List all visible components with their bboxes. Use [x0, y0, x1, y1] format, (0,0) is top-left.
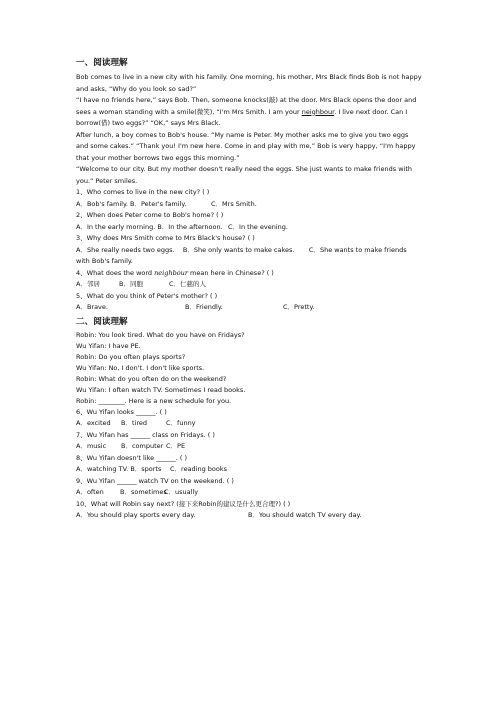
- option: B．同胞: [119, 280, 143, 288]
- question-1: 1、Who comes to live in the new city? ( ): [76, 188, 210, 196]
- passage-paragraph-2: “I have no friends here,” says Bob. Then, someone knocks(敲) at the door. Mrs Black opens the door and sees a woman standing with a smile(微笑), “I'm Mrs Smith. I am your neighbour. I live next door. Can I borrow(借) two eggs?” “OK,” says Mrs Black.: [76, 96, 417, 127]
- question-9: 9、Wu Yifan ______ watch TV on the weekend. ( ): [76, 476, 234, 485]
- question-6-options: [76, 418, 422, 430]
- option: C．funny: [166, 419, 196, 427]
- question-10: 10、What will Robin say next? (接下来Robin的建议是什么更合理?) ( ): [76, 499, 291, 508]
- option: A．watching TV. B．sports: [76, 465, 162, 473]
- question-7: 7、Wu Yifan has ______ class on Fridays. ( ): [76, 430, 215, 439]
- question-5-options: [76, 302, 422, 314]
- question-2: 2、When does Peter come to Bob's home? ( ): [76, 211, 224, 219]
- option: B．computer: [121, 442, 164, 450]
- option: A．music: [76, 442, 107, 450]
- question-9-options: [76, 487, 422, 499]
- question-1-options: [76, 199, 422, 211]
- section-2-title: 二、阅读理解: [76, 316, 128, 327]
- dialogue-line: Robin: You look tired. What do you have on Fridays?: [76, 330, 245, 339]
- dialogue-line: Wu Yifan: I often watch TV. Sometimes I read books.: [76, 385, 246, 394]
- question-8: 8、Wu Yifan doesn't like ______. ( ): [76, 453, 188, 462]
- question-7-options: [76, 441, 422, 453]
- dialogue-line: Robin: What do you often do on the weekend?: [76, 374, 227, 383]
- dialogue-line: Wu Yifan: I have PE.: [76, 341, 141, 350]
- option: B．tired: [121, 419, 147, 427]
- option: A．You should play sports every day.: [76, 511, 196, 519]
- option: A．Bob's family. B．Peter's family.: [76, 199, 187, 208]
- option: B．Friendly.: [185, 303, 223, 311]
- dialogue-line: Robin: ________. Here is a new schedule for you.: [76, 396, 232, 405]
- question-3-options: A．She really needs two eggs. B．She only wants to make cakes. C．She wants to make friends with Bob's family.: [76, 245, 407, 265]
- option: C．Pretty.: [283, 303, 315, 311]
- passage-paragraph-1: Bob comes to live in a new city with his family. One morning, his mother, Mrs Black finds Bob is not happy and asks, “Why do you look so sad?”: [76, 73, 422, 93]
- option: C．Mrs Smith.: [211, 199, 257, 208]
- passage-paragraph-4: “Welcome to our city. But my mother doesn't really need the eggs. She just wants to make friends with you.” Peter smiles.: [76, 165, 413, 185]
- section-1-title: 一、阅读理解: [76, 58, 128, 68]
- question-3: 3、Why does Mrs Smith come to Mrs Black's house? ( ): [76, 234, 255, 242]
- option: A．邻居: [76, 280, 100, 288]
- option: C．usually: [164, 488, 199, 496]
- dialogue-line: Wu Yifan: No, I don't. I don't like sports.: [76, 363, 205, 372]
- option: C．In the evening.: [228, 222, 288, 231]
- option: C．reading books: [170, 465, 228, 473]
- option: C．仁慈的人: [169, 280, 207, 288]
- option: B．sometimes: [120, 488, 167, 496]
- option: A．Brave.: [76, 303, 108, 311]
- option: A．often: [76, 488, 104, 496]
- option: A．In the early morning. B．In the afternoon.: [76, 222, 223, 231]
- option: B．You should watch TV every day.: [248, 511, 362, 519]
- question-6: 6、Wu Yifan looks ______. ( ): [76, 407, 167, 416]
- question-2-options: [76, 222, 422, 234]
- worksheet: [76, 57, 422, 522]
- underlined-word-neighbour: neighbour: [301, 107, 335, 116]
- question-4-options: [76, 279, 422, 291]
- passage-paragraph-3: After lunch, a boy comes to Bob's house. “My name is Peter. My mother asks me to give you two eggs and some cakes.” “Thank you! I'm new here. Come in and play with me,” Bob is very happy, “I'm happy that your mother borrows two eggs this morning.”: [76, 130, 416, 162]
- question-5: 5、What do you think of Peter's mother? ( ): [76, 291, 218, 300]
- question-10-options: [76, 510, 422, 522]
- question-8-options: [76, 464, 422, 476]
- option: C．PE: [166, 442, 186, 450]
- question-4: 4、What does the word neighbour mean here in Chinese? ( ): [76, 268, 274, 277]
- italic-word: neighbour: [154, 268, 188, 277]
- dialogue-line: Robin: Do you often plays sports?: [76, 352, 186, 361]
- option: A．excited: [76, 419, 111, 427]
